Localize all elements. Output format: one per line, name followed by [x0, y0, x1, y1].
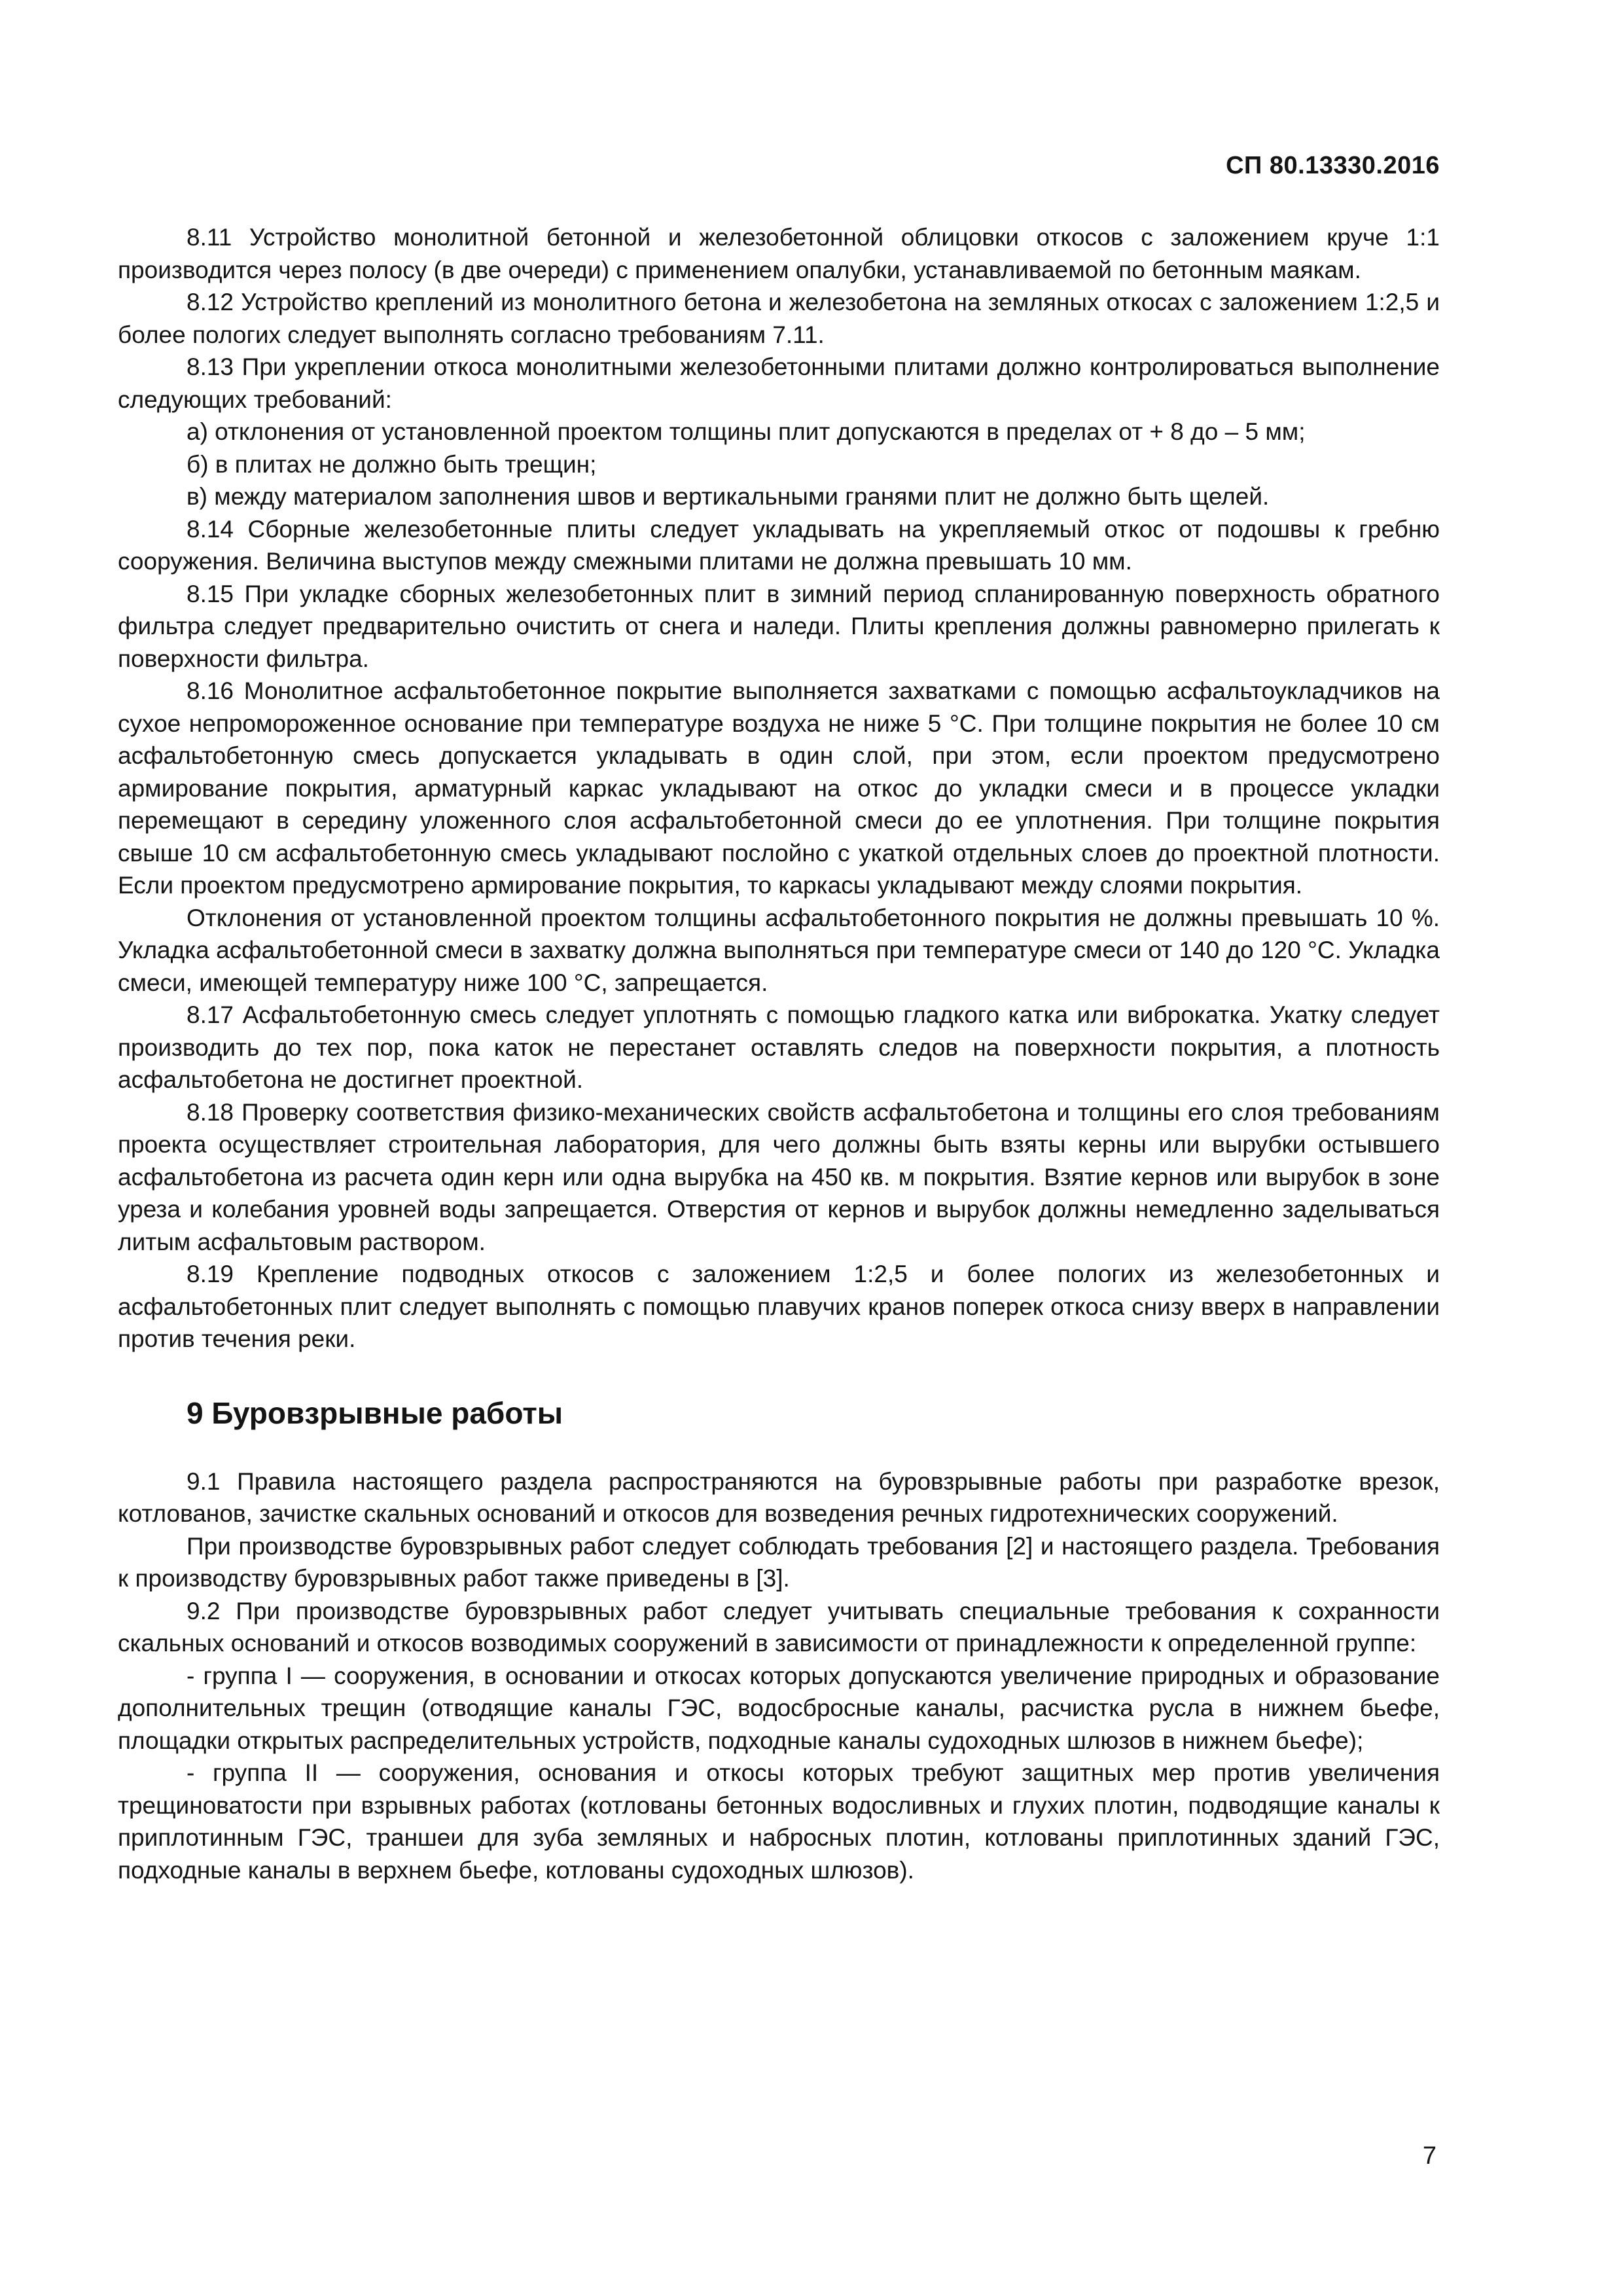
list-item-a: а) отклонения от установленной проектом толщины плит допускаются в пределах от + 8 до – 5 мм;: [187, 418, 1306, 445]
paragraph-9-1: 9.1 Правила настоящего раздела распространяются на буровзрывные работы при разработке врезок, котлованов, зачистке скальных оснований и откосов для возведения речных гидротехнических сооружений.: [118, 1467, 1440, 1527]
paragraph-9-2: 9.2 При производстве буровзрывных работ следует учитывать специальные требования к сохранности скальных оснований и откосов возводимых сооружений в зависимости от принадлежности к определенной группе:: [118, 1597, 1440, 1657]
paragraph-8-14: 8.14 Сборные железобетонные плиты следует укладывать на укрепляемый откос от подошвы к гребню сооружения. Величина выступов между смежными плитами не должна превышать 10 мм.: [118, 515, 1440, 575]
paragraph-8-17: 8.17 Асфальтобетонную смесь следует уплотнять с помощью гладкого катка или виброкатка. Укатку следует производить до тех пор, пока каток не перестанет оставлять следов на поверхности покрытия, а плотность асфальтобетона не достигнет проектной.: [118, 1001, 1440, 1093]
paragraph-8-16-deviations: Отклонения от установленной проектом толщины асфальтобетонного покрытия не должны превышать 10 %. Укладка асфальтобетонной смеси в захватку должна выполняться при температуре смеси от 140 до 120 °С. Укладка смеси, имеющей температуру ниже 100 °С, запрещается.: [118, 904, 1440, 996]
list-item-b: б) в плитах не должно быть трещин;: [187, 450, 597, 478]
paragraph-8-15: 8.15 При укладке сборных железобетонных плит в зимний период спланированную поверхность обратного фильтра следует предварительно очистить от снега и наледи. Плиты крепления должны равномерно прилегать к поверхности фильтра.: [118, 580, 1440, 672]
paragraph-8-11: 8.11 Устройство монолитной бетонной и железобетонной облицовки откосов с заложением круче 1:1 производится через полосу (в две очереди) с применением опалубки, устанавливаемой по бетонным маякам.: [118, 224, 1440, 283]
paragraph-8-18: 8.18 Проверку соответствия физико-механических свойств асфальтобетона и толщины его слоя требованиям проекта осуществляет строительная лаборатория, для чего должны быть взяты керны или вырубки остывшего асфальтобетона из расчета один керн или одна вырубка на 450 кв. м покрытия. Взятие кернов или вырубок в зоне уреза и колебания уровней воды запрещается. Отверстия от кернов и вырубок должны немедленно заделываться литым асфальтовым раствором.: [118, 1098, 1440, 1255]
page-body: [118, 221, 1440, 1886]
section-8: [118, 221, 1440, 1355]
paragraph-8-12: 8.12 Устройство креплений из монолитного бетона и железобетона на земляных откосах с заложением 1:2,5 и более пологих следует выполнять согласно требованиям 7.11.: [118, 289, 1440, 348]
page-number: 7: [1422, 2142, 1436, 2170]
list-item-group-1: - группа I — сооружения, в основании и откосах которых допускаются увеличение природных и образование дополнительных трещин (отводящие каналы ГЭС, водосбросные каналы, расчистка русла в нижнем бьефе, площадки открытых распределительных устройств, подходные каналы судоходных шлюзов в нижнем бьефе);: [118, 1662, 1440, 1754]
paragraph-9-1-requirements: При производстве буровзрывных работ следует соблюдать требования [2] и настоящего раздела. Требования к производству буровзрывных работ также приведены в [3].: [118, 1532, 1440, 1592]
list-item-v: в) между материалом заполнения швов и вертикальными гранями плит не должно быть щелей.: [187, 483, 1270, 510]
paragraph-8-16: 8.16 Монолитное асфальтобетонное покрытие выполняется захватками с помощью асфальтоукладчиков на сухое непромороженное основание при температуре воздуха не ниже 5 °С. При толщине покрытия не более 10 см асфальтобетонную смесь допускается укладывать в один слой, при этом, если проектом предусмотрено армирование покрытия, арматурный каркас укладывают на откос до укладки смеси и в процессе укладки перемещают в середину уложенного слоя асфальтобетонной смеси до ее уплотнения. При толщине покрытия свыше 10 см асфальтобетонную смесь укладывают послойно с укаткой отдельных слоев до проектной плотности. Если проектом предусмотрено армирование покрытия, то каркасы укладывают между слоями покрытия.: [118, 677, 1440, 899]
paragraph-8-13: 8.13 При укреплении откоса монолитными железобетонными плитами должно контролироваться выполнение следующих требований:: [118, 353, 1440, 413]
paragraph-8-19: 8.19 Крепление подводных откосов с заложением 1:2,5 и более пологих из железобетонных и асфальтобетонных плит следует выполнять с помощью плавучих кранов поперек откоса снизу вверх в направлении против течения реки.: [118, 1261, 1440, 1352]
section-title: 9 Буровзрывные работы: [187, 1395, 563, 1430]
section-9: [118, 1465, 1440, 1887]
document-code: СП 80.13330.2016: [1226, 152, 1440, 179]
list-item-group-2: - группа II — сооружения, основания и откосы которых требуют защитных мер против увеличения трещиноватости при взрывных работах (котлованы бетонных водосливных и глухих плотин, подводящие каналы к приплотинным ГЭС, траншеи для зуба земляных и набросных плотин, котлованы приплотинных зданий ГЭС, подходные каналы в верхнем бьефе, котлованы судоходных шлюзов).: [118, 1759, 1440, 1884]
